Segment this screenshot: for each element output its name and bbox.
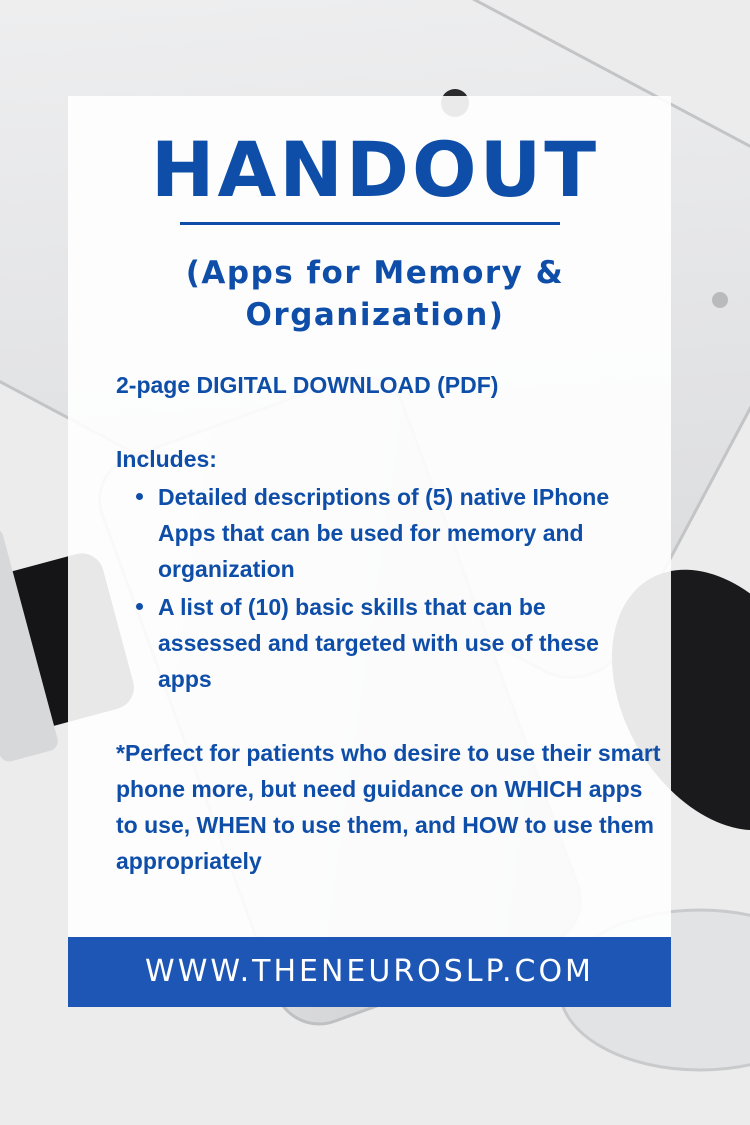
bullet-icon <box>136 493 143 500</box>
subtitle-line-2: Organization) <box>245 297 505 333</box>
subtitle <box>0 252 750 336</box>
subtitle-line-1: (Apps for Memory & <box>185 255 565 291</box>
page-title: HANDOUT <box>150 125 600 214</box>
includes-list <box>134 479 644 699</box>
list-item <box>134 479 644 587</box>
footer-banner <box>68 937 671 1007</box>
includes-label: Includes: <box>116 446 217 472</box>
bullet-icon <box>136 603 143 610</box>
usage-note: *Perfect for patients who desire to use their smart phone more, but need guidance on WHICH apps to use, WHEN to use them, and HOW to use them appropriately <box>116 740 661 874</box>
download-format: 2-page DIGITAL DOWNLOAD (PDF) <box>116 372 499 398</box>
list-item-text: Detailed descriptions of (5) native IPhone Apps that can be used for memory and organization <box>158 484 610 582</box>
title-divider <box>180 222 560 225</box>
website-link[interactable]: WWW.THENEUROSLP.COM <box>145 954 594 989</box>
list-item-text: A list of (10) basic skills that can be assessed and targeted with use of these apps <box>158 594 599 692</box>
list-item <box>134 589 644 697</box>
